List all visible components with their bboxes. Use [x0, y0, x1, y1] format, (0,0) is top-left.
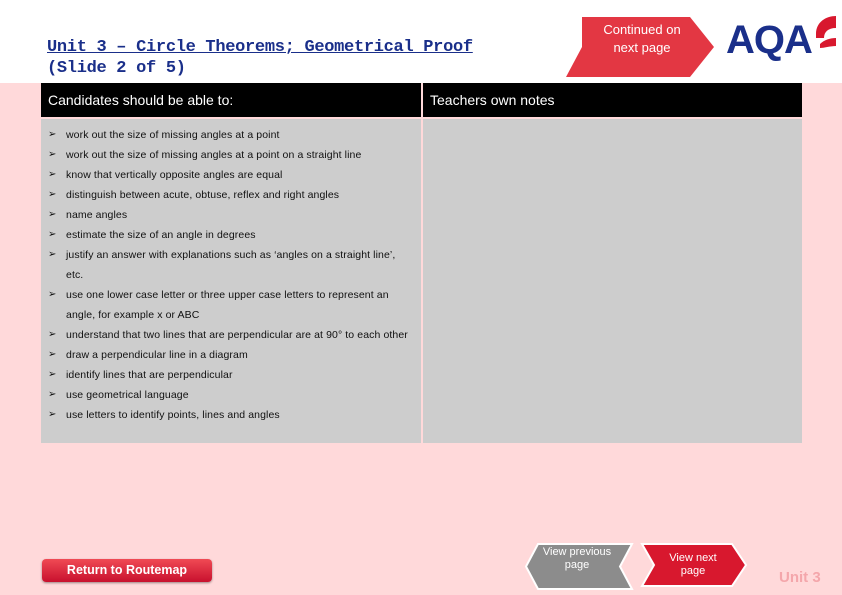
outcome-item — [48, 325, 415, 345]
outcome-item — [48, 125, 415, 145]
outcome-text: use geometrical language — [66, 389, 189, 401]
arrow-bullet-icon: ➢ — [48, 389, 57, 400]
title-line-2: (Slide 2 of 5) — [47, 59, 186, 78]
view-previous-page-button[interactable] — [524, 543, 634, 590]
arrow-bullet-icon: ➢ — [48, 229, 57, 240]
outcome-text: understand that two lines that are perpendicular are at 90° to each other — [66, 329, 408, 341]
unit-label: Unit 3 — [779, 569, 821, 586]
outcome-item — [48, 385, 415, 405]
arrow-bullet-icon: ➢ — [48, 329, 57, 340]
column-header-candidates: Candidates should be able to: — [41, 83, 421, 117]
continued-label: Continued on next page — [603, 22, 681, 55]
arrow-bullet-icon: ➢ — [48, 149, 57, 160]
outcome-text: work out the size of missing angles at a point — [66, 129, 280, 141]
outcome-text: estimate the size of an angle in degrees — [66, 229, 256, 241]
arrow-bullet-icon: ➢ — [48, 189, 57, 200]
outcome-text: use one lower case letter or three upper case letters to represent an angle, for example x or ABC — [66, 289, 389, 321]
view-next-page-button[interactable] — [640, 543, 748, 587]
title-line-1: Unit 3 – Circle Theorems; Geometrical Proof — [47, 38, 473, 57]
outcome-item — [48, 205, 415, 225]
outcome-item — [48, 405, 415, 425]
continued-arrow — [566, 17, 716, 77]
arrow-bullet-icon: ➢ — [48, 349, 57, 360]
next-label: View next page — [669, 552, 717, 577]
outcome-item — [48, 185, 415, 205]
previous-label: View previous page — [542, 546, 612, 571]
outcomes-cell — [41, 119, 421, 443]
outcome-text: know that vertically opposite angles are equal — [66, 169, 283, 181]
outcome-item — [48, 365, 415, 385]
arrow-bullet-icon: ➢ — [48, 169, 57, 180]
arrow-bullet-icon: ➢ — [48, 249, 57, 260]
outcome-text: name angles — [66, 209, 128, 221]
outcome-text: draw a perpendicular line in a diagram — [66, 349, 248, 361]
teacher-notes-cell[interactable] — [423, 119, 802, 443]
outcome-item — [48, 165, 415, 185]
arrow-bullet-icon: ➢ — [48, 409, 57, 420]
arrow-bullet-icon: ➢ — [48, 209, 57, 220]
arrow-bullet-icon: ➢ — [48, 289, 57, 300]
aqa-logo-text: AQA — [726, 18, 812, 62]
outcome-item — [48, 145, 415, 165]
outcome-list — [48, 125, 415, 425]
outcome-item — [48, 245, 415, 285]
outcome-item — [48, 345, 415, 365]
outcome-text: distinguish between acute, obtuse, reflex and right angles — [66, 189, 340, 201]
aqa-swoosh-icon — [814, 14, 838, 50]
page-title — [47, 37, 473, 79]
outcome-text: justify an answer with explanations such as ‘angles on a straight line’, etc. — [66, 249, 396, 281]
outcome-text: identify lines that are perpendicular — [66, 369, 233, 381]
column-header-notes: Teachers own notes — [423, 83, 802, 117]
arrow-bullet-icon: ➢ — [48, 369, 57, 380]
return-to-routemap-button[interactable]: Return to Routemap — [42, 559, 212, 582]
outcome-item — [48, 225, 415, 245]
aqa-logo — [726, 14, 838, 64]
outcome-item — [48, 285, 415, 325]
outcome-text: work out the size of missing angles at a point on a straight line — [66, 149, 362, 161]
outcome-text: use letters to identify points, lines and angles — [66, 409, 280, 421]
arrow-bullet-icon: ➢ — [48, 129, 57, 140]
outcomes-table — [41, 83, 802, 443]
